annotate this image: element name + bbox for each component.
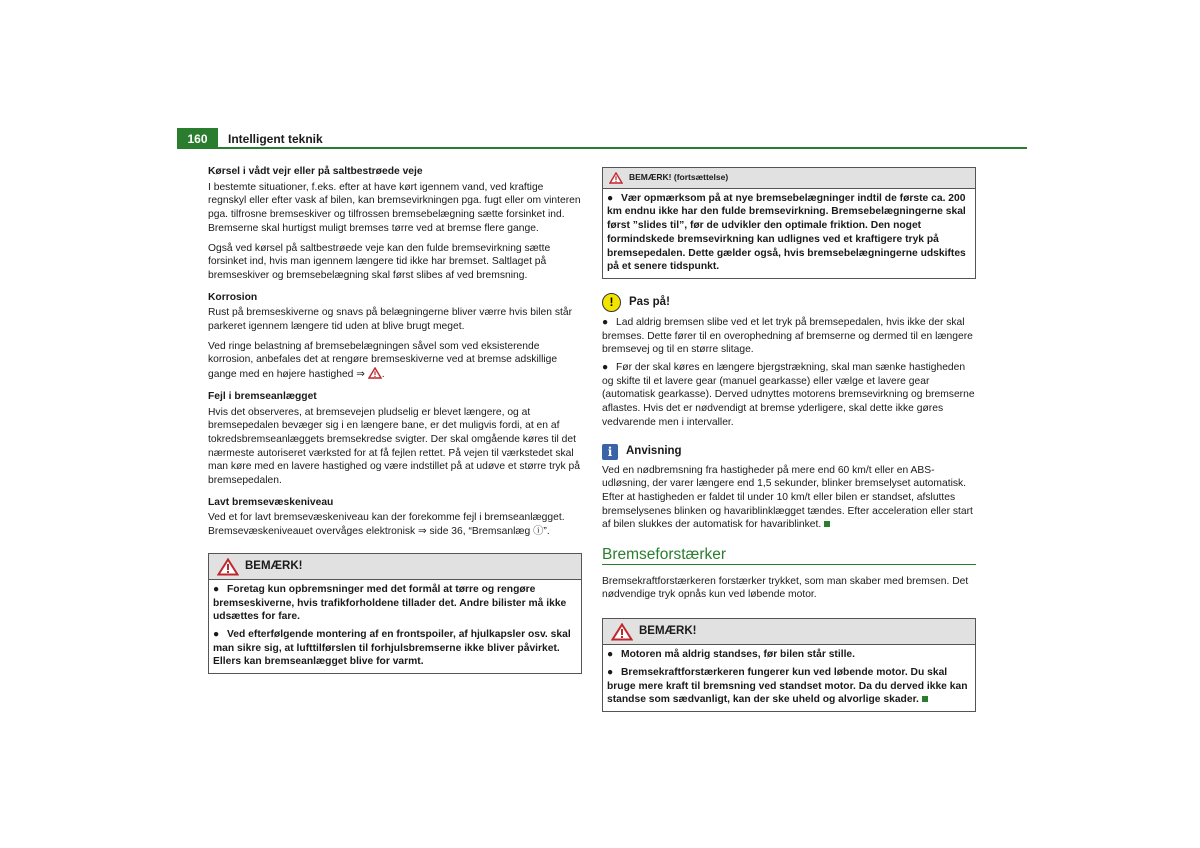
end-of-section-icon [824, 521, 830, 527]
page-header [177, 128, 1027, 148]
paragraph: I bestemte situationer, f.eks. efter at have kørt igennem vand, ved kraftige regnskyl eller efter vask af bilen, kan bremsevirkningen pga. fugt eller om vinteren pga. tilfrosne bremseskiver og tilfrossen bremsebelægning sætte forsinket ind. Bremserne skal hurtigst muligt bremses tørre ved at bremse flere gange. [208, 181, 581, 234]
warning-box [602, 618, 976, 712]
paragraph: Bremsekraftforstærkeren forstærker trykket, som man skaber med bremsen. Det nødvendige tryk opnås kun ved løbende motor. [602, 575, 969, 601]
warning-item-text: Vær opmærksom på at nye bremsebelægninger indtil de første ca. 200 km endnu ikke har den fulde bremsevirkning. Bremsebelægningerne skal først ”slides til”, før de udvikler den optimale friktion. Den noget formindskede bremsevirkning kan udlignes ved et kraftigere tryk på bremsepedalen. Dette gælder også, hvis bremsebelægningerne udskiftes på et senere tidspunkt. [607, 192, 966, 273]
caution-title: Pas på! [629, 295, 670, 308]
paragraph: Ved ringe belastning af bremsebelægningen såvel som ved eksisterende korrosion, anbefales det at rengøre bremseskiverne ved at bremse adskillige gange med en højere hastighed ⇒ . [208, 340, 558, 381]
paragraph: Også ved kørsel på saltbestrøede veje kan den fulde bremsevirkning sætte forsinket ind, hvis man igennem længere tid ikke har bremset. Saltlaget på bremseskiver og bremsebelægning skal først slibes af ved bremsning. [208, 242, 551, 281]
warning-box-body [603, 645, 975, 711]
warning-triangle-icon[interactable] [368, 367, 382, 379]
bullet-icon: ● [607, 192, 614, 204]
bullet-icon: ● [602, 316, 609, 328]
warning-title: BEMÆRK! (fortsættelse) [629, 172, 729, 182]
section-heading: Korrosion [208, 291, 258, 303]
caution-exclamation-icon: ! [602, 293, 621, 312]
warning-item-text: Bremsekraftforstærkeren fungerer kun ved løbende motor. Du skal bruge mere kraft til bremsning ved standset motor. Da du derved ikke kan standse som sædvanligt, kan der ske uheld og alvorlige skader. [607, 666, 968, 706]
header-rule [177, 147, 1027, 149]
warning-triangle-icon [611, 623, 633, 641]
warning-item [213, 628, 577, 669]
reference-arrow[interactable]: ⇒ [356, 369, 365, 381]
warning-box [208, 553, 582, 674]
note-paragraph: Ved en nødbremsning fra hastigheder på mere end 60 km/t eller en ABS-udløsning, der varer længere end 1,5 sekunder, blinker bremselyset automatisk. Efter at hastigheden er faldet til under 10 km/t eller bilen er standset, afsluttes bremselysenes blinken og havariblinklægget tændes. Efter acceleration eller start af bilen slukkes der automatisk for havariblinket. [602, 464, 973, 531]
caution-item-text: Lad aldrig bremsen slibe ved et let tryk på bremsepedalen, hvis ikke der skal bremses. Dette fører til en overophedning af bremserne og dermed til en længere bremsevej og til en større slitage. [602, 316, 973, 356]
warning-item [607, 192, 971, 274]
warning-box-body [603, 189, 975, 278]
caution-item [602, 361, 976, 430]
warning-box-header [603, 619, 975, 645]
page-number: 160 [177, 128, 218, 148]
section-fluid [208, 496, 582, 539]
warning-item-text: Foretag kun opbremsninger med det formål at tørre og rengøre bremseskiverne, hvis trafikforholdene tillader det. Andre bilister må ikke udsættes for fare. [213, 583, 567, 623]
left-column [208, 165, 582, 674]
warning-triangle-icon [609, 172, 623, 184]
warning-title: BEMÆRK! [245, 560, 303, 573]
warning-item [607, 648, 971, 662]
chapter-title: Intelligent teknik [228, 132, 323, 146]
warning-item-text: Ved efterfølgende montering af en frontspoiler, af hjulkapsler osv. skal man sikre sig, at lufttilførslen til forhjulsbremserne ikke bliver påvirket. Ellers kan bremseanlægget blive for varmt. [213, 628, 571, 668]
right-column [602, 167, 976, 712]
warning-item [213, 583, 577, 624]
section-corrosion [208, 291, 582, 382]
warning-item [607, 666, 971, 707]
warning-box-continued [602, 167, 976, 279]
caution-item-text: Før der skal køres en længere bjergstrækning, skal man sænke hastigheden og skifte til et lavere gear (manuel gearkasse) eller vælge et lavere gear (automatisk gearkasse). Derved udnyttes motorens bremsevirkning og bremserne aflastes. Hvis det er nødvendigt at bremse yderligere, skal dette ikke gøres vedvarende men i intervaller. [602, 362, 975, 428]
bullet-icon: ● [602, 362, 609, 374]
warning-box-header [603, 168, 975, 189]
end-of-section-icon [922, 696, 928, 702]
paragraph: Hvis det observeres, at bremsevejen pludselig er blevet længere, og at bremsepedalen bevæger sig i en længere bane, er det muligvis fordi, at en af tokredsbremseanlæggets bremsekredse svigter. Der skal omgående køres til det nærmeste autoriseret værksted for at få fejlen rettet. På vejen til værkstedet skal man køre med en lavere hastighed og være indstillet på at udøve et større tryk på bremsepedalen. [208, 406, 581, 487]
paragraph: Ved et for lavt bremsevæskeniveau kan der forekomme fejl i bremseanlægget. Bremsevæskeniveauet overvåges elektronisk ⇒ side 36, “Bremsanlæg ⓘ”. [208, 512, 565, 538]
section-wet-roads [208, 165, 582, 283]
warning-title: BEMÆRK! [639, 625, 697, 638]
note-title: Anvisning [626, 444, 682, 457]
bullet-icon: ● [213, 628, 220, 640]
section-heading: Kørsel i vådt vejr eller på saltbestrøede veje [208, 166, 423, 177]
paragraph: Rust på bremseskiverne og snavs på belægningerne bliver værre hvis bilen står parkeret igennem længere tid uden at blive brugt meget. [208, 307, 573, 333]
bullet-icon: ● [213, 583, 220, 595]
note-text [602, 464, 976, 533]
section-fault [208, 390, 582, 488]
info-icon: i [602, 444, 618, 460]
note-header [602, 444, 976, 460]
caution-item [602, 316, 976, 357]
bullet-icon: ● [607, 649, 614, 661]
section-heading: Fejl i bremseanlægget [208, 390, 317, 402]
warning-triangle-icon [217, 558, 239, 576]
warning-item-text: Motoren må aldrig standses, før bilen står stille. [621, 649, 856, 661]
bullet-icon: ● [607, 666, 614, 678]
paragraph-text: Ved ringe belastning af bremsebelægningen såvel som ved eksisterende korrosion, anbefales det at rengøre bremseskiverne ved at bremse adskillige gange med en højere hastighed [208, 340, 558, 381]
section-heading: Lavt bremsevæskeniveau [208, 496, 334, 508]
warning-box-body [209, 580, 581, 673]
caution-header [602, 293, 976, 312]
warning-box-header [209, 554, 581, 580]
section-title-booster: Bremseforstærker [602, 548, 976, 565]
